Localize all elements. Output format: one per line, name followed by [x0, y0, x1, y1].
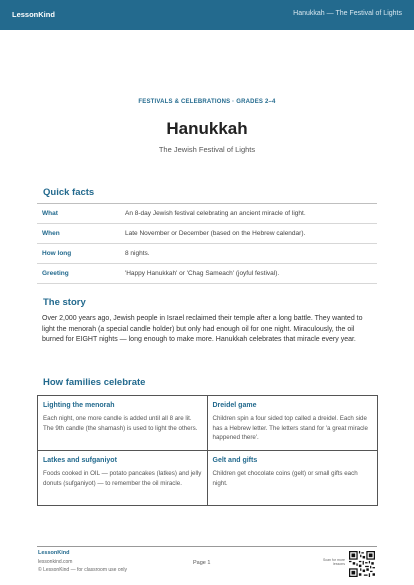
- page-subtitle: The Jewish Festival of Lights: [158, 145, 256, 154]
- fact-value: 8 nights.: [125, 250, 150, 257]
- celebrate-card: [208, 451, 378, 505]
- footer-site-link[interactable]: lessonkind.com: [38, 559, 73, 565]
- scan-caption: Scan for more lessons: [323, 558, 345, 566]
- qr-code-icon[interactable]: [349, 551, 375, 577]
- card-text: Foods cooked in OIL — potato pancakes (latkes) and jelly donuts (sufganiyot) — to remember the oil miracle.: [43, 470, 202, 487]
- card-title: Latkes and sufganiyot: [43, 457, 117, 464]
- celebrate-grid: [37, 395, 378, 506]
- fact-row: [37, 264, 377, 284]
- page-number: Page 1: [193, 560, 211, 566]
- brand-name: LessonKind: [12, 10, 55, 19]
- page-title: Hanukkah: [166, 119, 248, 138]
- card-title: Gelt and gifts: [212, 457, 258, 464]
- story-text: Over 2,000 years ago, Jewish people in Israel reclaimed their temple after a long battle. They wanted to light the menorah (a special candle holder) but only had enough oil for one night. Miraculously, the oil burned for EIGHT nights — long enough to make more. Hanukkah celebrates that miracle every year.: [42, 315, 363, 343]
- fact-label: When: [42, 230, 60, 237]
- fact-value: Late November or December (based on the Hebrew calendar).: [125, 230, 306, 237]
- fact-value: 'Happy Hanukkah' or 'Chag Sameach' (joyful festival).: [125, 270, 280, 277]
- celebrate-card: [38, 451, 208, 505]
- document-title: Hanukkah — The Festival of Lights: [293, 10, 402, 17]
- category-eyebrow: FESTIVALS & CELEBRATIONS · GRADES 2–4: [138, 99, 276, 105]
- footer-copyright: © LessonKind — for classroom use only: [38, 567, 128, 573]
- top-bar: [0, 0, 414, 30]
- celebrate-card: [38, 396, 208, 451]
- fact-value: An 8-day Jewish festival celebrating an ancient miracle of light.: [125, 210, 306, 217]
- card-title: Dreidel game: [212, 402, 257, 409]
- fact-row: [37, 224, 377, 244]
- story-heading: The story: [43, 297, 86, 308]
- card-text: Children get chocolate coins (gelt) or small gifts each night.: [212, 470, 358, 487]
- footer-divider: [37, 546, 377, 547]
- card-text: Each night, one more candle is added until all 8 are lit. The 9th candle (the shamash) is used to light the others.: [43, 415, 198, 432]
- card-title: Lighting the menorah: [43, 402, 115, 409]
- fact-row: [37, 244, 377, 264]
- fact-row: [37, 204, 377, 224]
- card-text: Children spin a four sided top called a dreidel. Each side has a Hebrew letter. The letters stand for 'a great miracle happened there'.: [212, 415, 368, 441]
- fact-label: Greeting: [42, 270, 69, 277]
- fact-label: How long: [42, 250, 72, 257]
- footer-brand: LessonKind: [38, 550, 70, 556]
- quick-facts-heading: Quick facts: [43, 187, 95, 198]
- celebrate-heading: How families celebrate: [43, 377, 146, 388]
- fact-label: What: [42, 210, 58, 217]
- quick-facts-table: [37, 203, 377, 284]
- celebrate-card: [208, 396, 378, 451]
